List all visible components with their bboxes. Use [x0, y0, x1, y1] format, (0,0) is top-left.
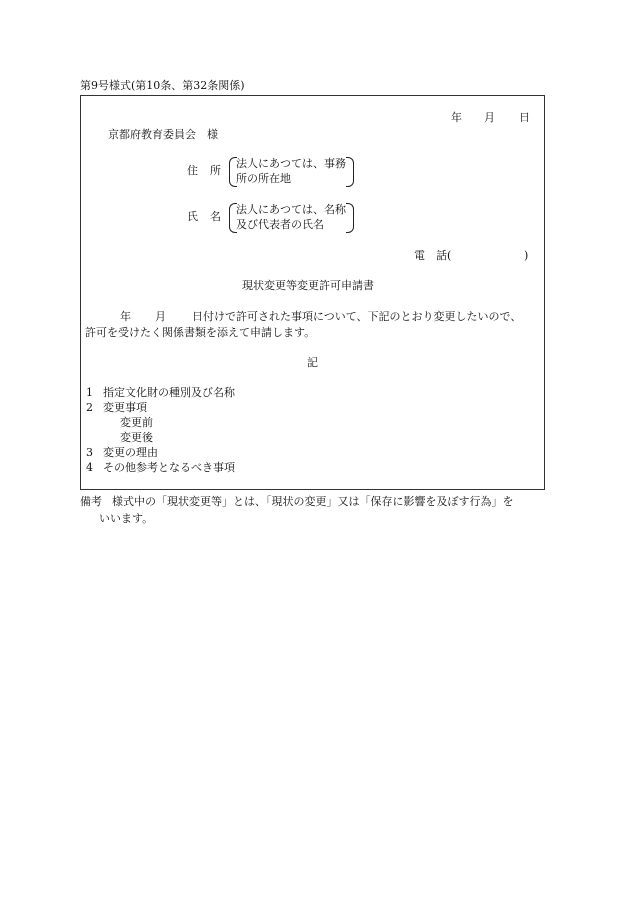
item-3-number: 3 — [86, 446, 93, 459]
date-month-label: 月 — [484, 111, 495, 124]
body-year-label: 年 — [120, 310, 131, 323]
phone-label: 電 話( — [414, 249, 452, 262]
name-note-line1: 法人にあつては、名称 — [236, 203, 346, 216]
body-line2: 許可を受けたく関係書類を添えて申請します。 — [85, 326, 316, 339]
note-label: 備考 — [80, 495, 102, 508]
item-3-text: 変更の理由 — [103, 446, 158, 459]
phone-close: ) — [524, 249, 529, 262]
recipient: 京都府教育委員会 様 — [108, 128, 218, 141]
name-note-line2: 及び代表者の氏名 — [236, 218, 324, 231]
date-day-label: 日 — [519, 111, 530, 124]
note-line1: 様式中の「現状変更等」とは、「現状の変更」又は「保存に影響を及ぼす行為」を — [112, 495, 514, 508]
item-1-text: 指定文化財の種別及び名称 — [103, 386, 235, 399]
ki-heading: 記 — [307, 356, 318, 369]
form-number: 第9号様式(第10条、第32条関係) — [80, 79, 245, 92]
body-month-label: 月 — [155, 310, 166, 323]
address-note-line1: 法人にあつては、事務 — [236, 157, 346, 170]
item-4-text: その他参考となるべき事項 — [103, 461, 235, 474]
item-2-number: 2 — [86, 401, 93, 414]
name-label-2: 名 — [210, 210, 221, 223]
item-2-text: 変更事項 — [103, 401, 147, 414]
name-bracket-right — [346, 203, 354, 233]
item-2-sub-after: 変更後 — [120, 431, 153, 444]
body-line1: 日付けで許可された事項について、下記のとおり変更したいので、 — [192, 310, 522, 323]
address-note-line2: 所の所在地 — [236, 172, 291, 185]
item-4-number: 4 — [86, 461, 93, 474]
document-title: 現状変更等変更許可申請書 — [242, 279, 374, 292]
address-label-1: 住 — [187, 164, 198, 177]
item-1-number: 1 — [86, 386, 93, 399]
note-line2: いいます。 — [99, 512, 154, 525]
address-label-2: 所 — [210, 164, 221, 177]
item-2-sub-before: 変更前 — [120, 416, 153, 429]
date-year-label: 年 — [451, 111, 462, 124]
name-label-1: 氏 — [187, 210, 198, 223]
address-bracket-right — [346, 157, 354, 187]
